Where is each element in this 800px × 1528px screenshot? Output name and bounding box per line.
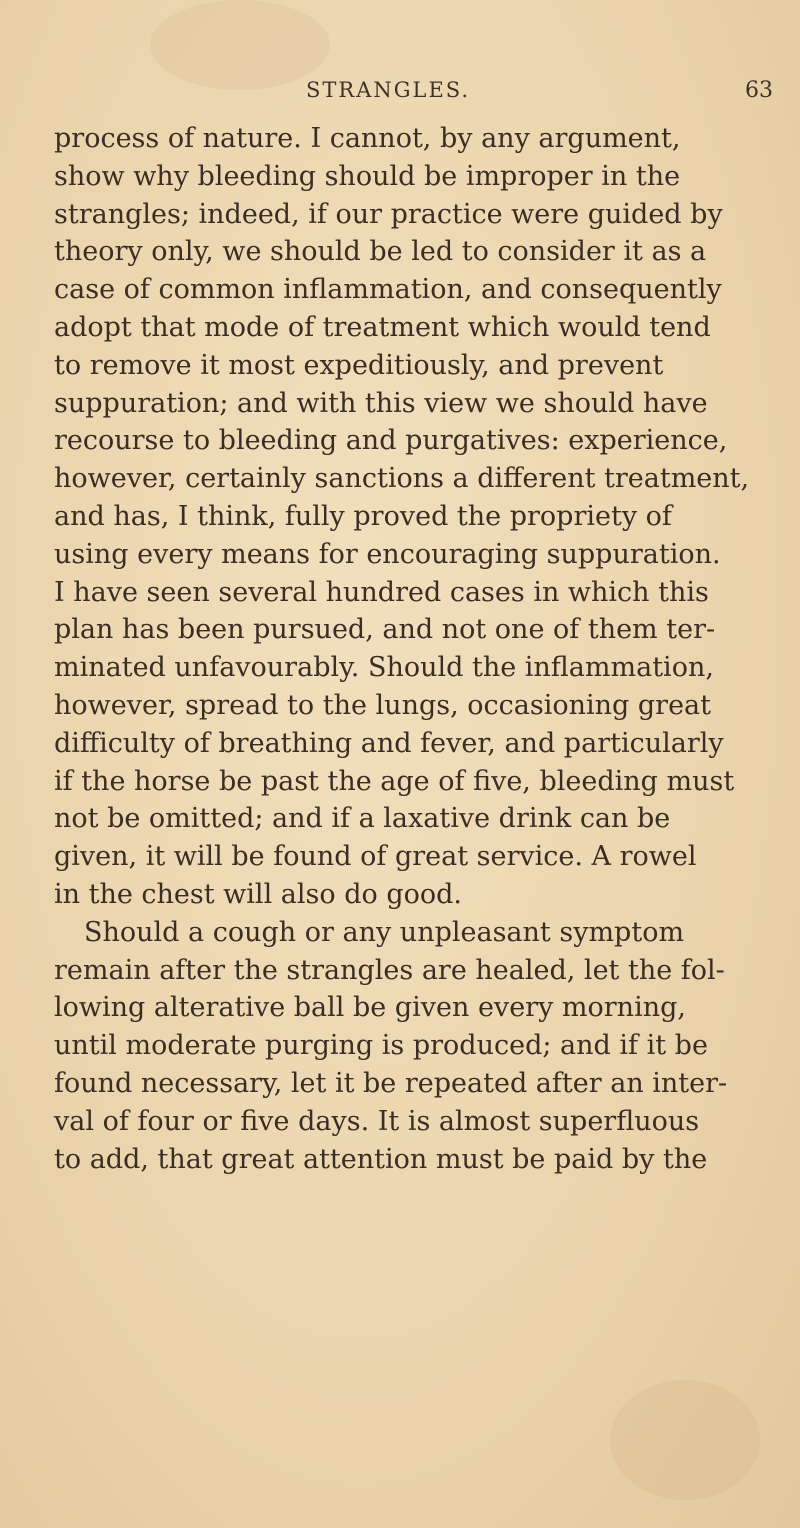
- text-line: using every means for encouraging suppuration.: [54, 538, 721, 570]
- text-line: to remove it most expeditiously, and prevent: [54, 349, 664, 381]
- text-line: and has, I think, fully proved the propriety of: [54, 500, 672, 532]
- text-line: not be omitted; and if a laxative drink can be: [54, 803, 671, 835]
- text-line: suppuration; and with this view we should have: [54, 387, 708, 419]
- paper-stain: [150, 0, 330, 90]
- paragraph-first-line: Should a cough or any unpleasant symptom: [84, 916, 685, 948]
- text-line: theory only, we should be led to consider it as a: [54, 236, 707, 268]
- text-line: lowing alterative ball be given every morning,: [54, 992, 686, 1024]
- text-line: recourse to bleeding and purgatives: experience,: [54, 425, 728, 457]
- body-text: [54, 120, 770, 1178]
- text-line: process of nature. I cannot, by any argument,: [54, 123, 681, 154]
- page-number: 63: [745, 78, 773, 103]
- text-line: I have seen several hundred cases in which this: [54, 576, 709, 608]
- text-line: difficulty of breathing and fever, and particularly: [54, 727, 724, 759]
- text-line: val of four or five days. It is almost superfluous: [54, 1105, 700, 1137]
- text-line: however, spread to the lungs, occasioning great: [54, 689, 712, 721]
- text-line: however, certainly sanctions a different treatment,: [54, 463, 750, 495]
- text-line: if the horse be past the age of five, bleeding must: [54, 765, 735, 797]
- text-line: until moderate purging is produced; and if it be: [54, 1030, 708, 1062]
- running-title: STRANGLES.: [306, 78, 471, 102]
- text-line: show why bleeding should be improper in the: [54, 160, 681, 192]
- text-line: minated unfavourably. Should the inflammation,: [54, 652, 714, 684]
- text-line: found necessary, let it be repeated after an inter-: [54, 1067, 728, 1099]
- text-line: remain after the strangles are healed, let the fol-: [54, 954, 725, 986]
- paper-stain: [610, 1380, 760, 1500]
- text-line: given, it will be found of great service. A rowel: [54, 841, 697, 873]
- running-head: [0, 78, 800, 112]
- text-line: adopt that mode of treatment which would tend: [54, 311, 711, 343]
- text-line: case of common inflammation, and consequently: [54, 274, 722, 306]
- text-line: to add, that great attention must be paid by the: [54, 1143, 708, 1175]
- text-line: plan has been pursued, and not one of them ter-: [54, 614, 716, 646]
- text-line: in the chest will also do good.: [54, 878, 462, 910]
- text-line: strangles; indeed, if our practice were guided by: [54, 198, 723, 230]
